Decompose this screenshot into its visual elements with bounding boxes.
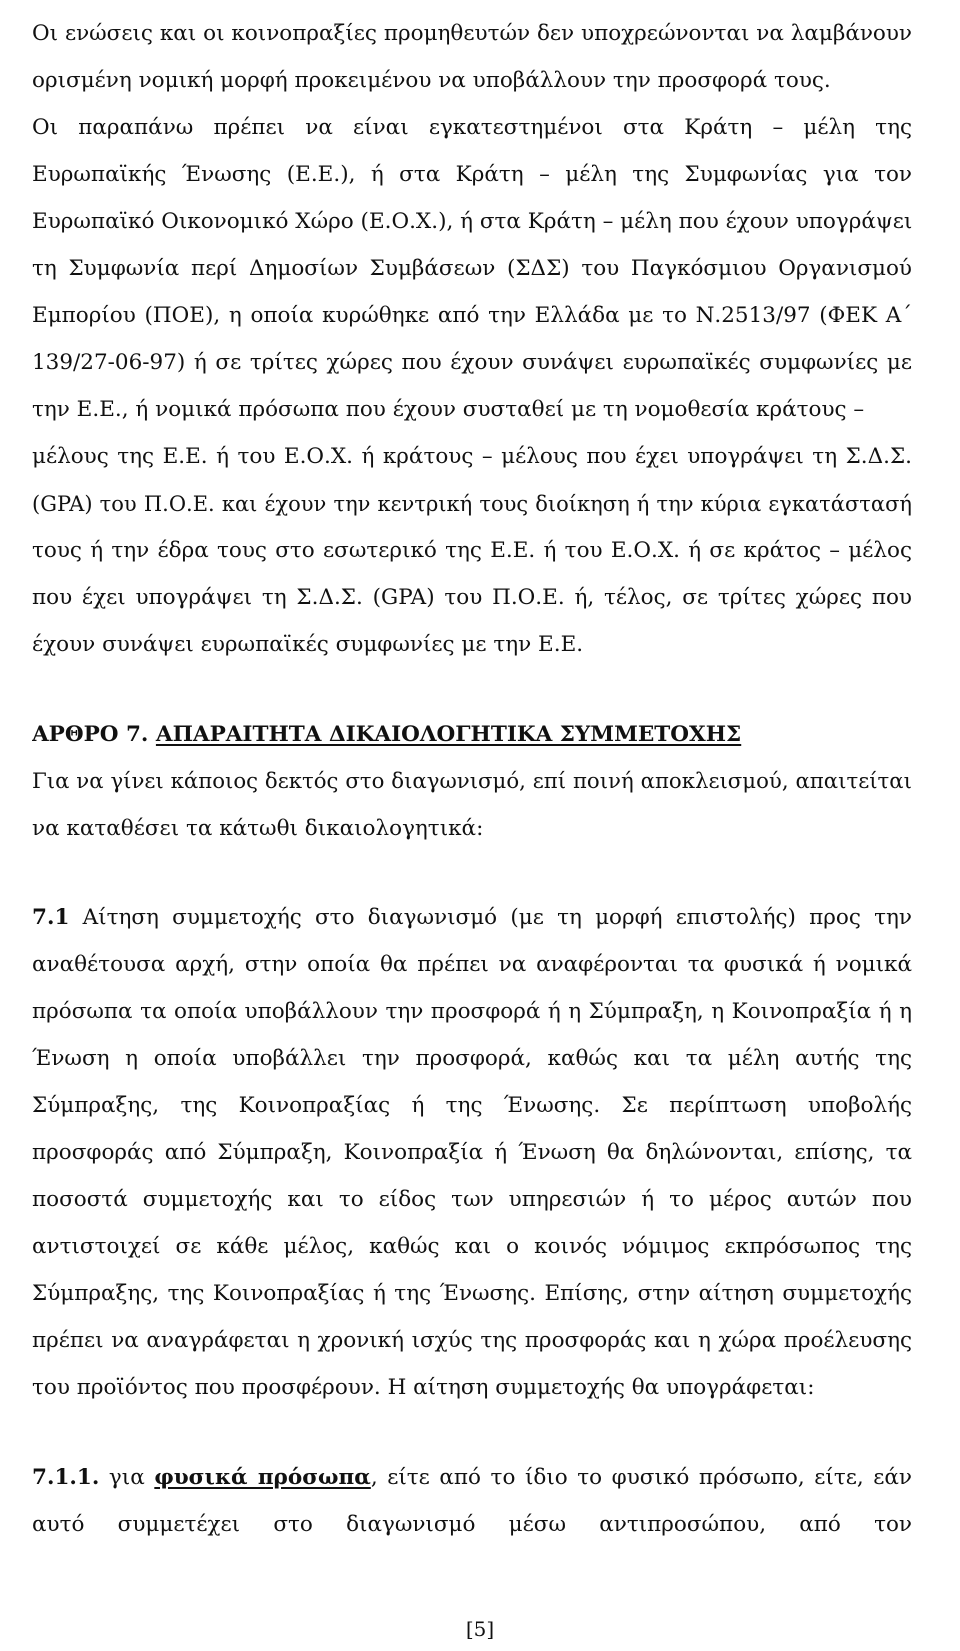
section-line: πρόσωπα τα οποία υποβάλλουν την προσφορά ή η Σύμπραξη, η Κοινοπραξία ή η [32, 999, 912, 1024]
subsection-pre: για [108, 1465, 145, 1490]
paragraph-line: Οι ενώσεις και οι κοινοπραξίες προμηθευτών δεν υποχρεώνονται να λαμβάνουν [32, 21, 912, 46]
section-7-1-first-line [32, 898, 912, 938]
article-intro-line: Για να γίνει κάποιος δεκτός στο διαγωνισμό, επί ποινή αποκλεισμού, απαιτείται [32, 769, 912, 794]
page-number: [5] [465, 1617, 495, 1641]
section-line: του προϊόντος που προσφέρουν. Η αίτηση συμμετοχής θα υπογράφεται: [32, 1375, 815, 1400]
paragraph-line: 139/27-06-97) ή σε τρίτες χώρες που έχουν συνάψει ευρωπαϊκές συμφωνίες με [32, 350, 912, 375]
paragraph-line: Ευρωπαϊκής Ένωσης (Ε.Ε.), ή στα Κράτη – μέλη της Συμφωνίας για τον [32, 162, 912, 187]
section-line: Σύμπραξης, της Κοινοπραξίας ή της Ένωσης. Σε περίπτωση υποβολής [32, 1093, 912, 1118]
article-label: ΑΡΘΡΟ 7. [32, 722, 149, 747]
section-7-1-1-first-line [32, 1458, 912, 1498]
subsection-post: , είτε από το ίδιο το φυσικό πρόσωπο, είτε, εάν [370, 1465, 912, 1490]
article-intro-line: να καταθέσει τα κάτωθι δικαιολογητικά: [32, 816, 484, 841]
paragraph-line: Εμπορίου (ΠΟΕ), η οποία κυρώθηκε από την Ελλάδα με το Ν.2513/97 (ΦΕΚ Α΄ [32, 303, 912, 328]
paragraph-line: Ευρωπαϊκό Οικονομικό Χώρο (Ε.Ο.Χ.), ή στα Κράτη – μέλη που έχουν υπογράψει [32, 209, 912, 234]
paragraph-line: την Ε.Ε., ή νομικά πρόσωπα που έχουν συσταθεί με τη νομοθεσία κράτους – [32, 397, 865, 422]
paragraph-line: (GPA) του Π.Ο.Ε. και έχουν την κεντρική τους διοίκηση ή την κύρια εγκατάστασή [32, 492, 912, 516]
section-line: αναθέτουσα αρχή, στην οποία θα πρέπει να αναφέρονται τα φυσικά ή νομικά [32, 952, 912, 977]
paragraph-line: μέλους της Ε.Ε. ή του Ε.Ο.Χ. ή κράτους – μέλους που έχει υπογράψει τη Σ.Δ.Σ. [32, 444, 912, 469]
section-line: πρέπει να αναγράφεται η χρονική ισχύς της προσφοράς και η χώρα προέλευσης [32, 1328, 912, 1353]
section-line: Ένωση η οποία υποβάλλει την προσφορά, καθώς και τα μέλη αυτής της [32, 1046, 912, 1071]
paragraph-line: ορισμένη νομική μορφή προκειμένου να υποβάλλουν την προσφορά τους. [32, 68, 831, 93]
section-text: Αίτηση συμμετοχής στο διαγωνισμό (με τη μορφή επιστολής) προς την [82, 905, 912, 930]
article-title: ΑΠΑΡΑΙΤΗΤΑ ΔΙΚΑΙΟΛΟΓΗΤΙΚΑ ΣΥΜΜΕΤΟΧΗΣ [155, 722, 742, 747]
paragraph-line: που έχει υπογράψει τη Σ.Δ.Σ. (GPA) του Π.Ο.Ε. ή, τέλος, σε τρίτες χώρες που [32, 585, 912, 610]
section-line: προσφοράς από Σύμπραξη, Κοινοπραξία ή Ένωση θα δηλώνονται, επίσης, τα [32, 1140, 912, 1165]
subsection-line: αυτό συμμετέχει στο διαγωνισμό μέσω αντιπροσώπου, από τον [32, 1512, 912, 1537]
paragraph-line: τη Συμφωνία περί Δημοσίων Συμβάσεων (ΣΔΣ) του Παγκόσμιου Οργανισμού [32, 256, 912, 281]
paragraph-line: έχουν συνάψει ευρωπαϊκές συμφωνίες με την Ε.Ε. [32, 632, 584, 657]
section-line: αντιστοιχεί σε κάθε μέλος, καθώς και ο κοινός νόμιμος εκπρόσωπος της [32, 1234, 912, 1259]
article-heading [32, 715, 912, 755]
section-line: ποσοστά συμμετοχής και το είδος των υπηρεσιών ή το μέρος αυτών που [32, 1187, 912, 1212]
subsection-emphasis: φυσικά πρόσωπα [154, 1465, 371, 1490]
section-line: Σύμπραξης, της Κοινοπραξίας ή της Ένωσης. Επίσης, στην αίτηση συμμετοχής [32, 1281, 912, 1306]
paragraph-line: Οι παραπάνω πρέπει να είναι εγκατεστημένοι στα Κράτη – μέλη της [32, 115, 912, 140]
subsection-number: 7.1.1. [32, 1465, 100, 1490]
paragraph-line: τους ή την έδρα τους στο εσωτερικό της Ε.Ε. ή του Ε.Ο.Χ. ή σε κράτος – μέλος [32, 538, 912, 563]
section-number: 7.1 [32, 905, 70, 930]
